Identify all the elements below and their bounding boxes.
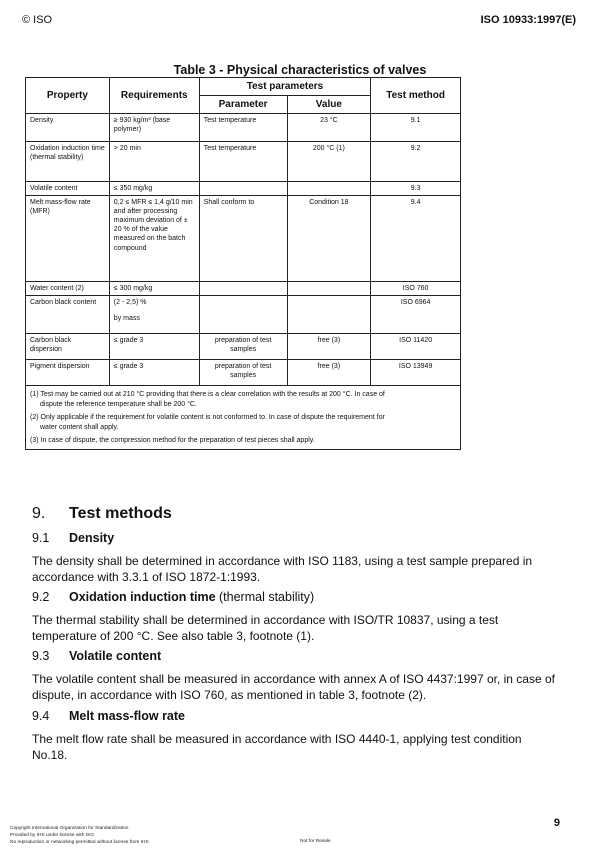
paragraph: The density shall be determined in accordance with ISO 1183, using a test sample prepared in accordance with 3.3.1 of ISO 1872-1:1993. bbox=[32, 554, 533, 585]
cell-value bbox=[287, 282, 371, 296]
subsection-heading bbox=[32, 531, 114, 545]
cell-property: Carbon black dispersion bbox=[26, 334, 110, 360]
table-row bbox=[26, 196, 461, 282]
header-copyright: © ISO bbox=[22, 14, 53, 26]
footer-line: Copyright International Organization for Standardization bbox=[10, 826, 129, 831]
cell-requirements-value: (2 - 2,5) % bbox=[113, 299, 147, 307]
properties-table bbox=[25, 77, 461, 450]
footer-line: Provided by IHS under license with ISO bbox=[10, 832, 94, 838]
paragraph: The thermal stability shall be determined in accordance with ISO/TR 10837, using a test temperature of 200 °C. See also table 3, footnote (1). bbox=[32, 613, 499, 644]
page-number: 9 bbox=[553, 817, 560, 829]
subsection-heading bbox=[32, 590, 314, 604]
note-text: (3) In case of dispute, the compression method for the preparation of test pieces shall apply. bbox=[30, 436, 315, 444]
cell-property: Water content (2) bbox=[26, 282, 110, 296]
cell-parameter: preparation of test samples bbox=[199, 334, 287, 360]
footer-legal bbox=[10, 826, 149, 847]
cell-requirements-extra: by mass bbox=[113, 315, 140, 323]
section-title: Test methods bbox=[69, 505, 172, 522]
cell-method: 9.3 bbox=[371, 182, 461, 196]
cell-property: Volatile content bbox=[26, 182, 110, 196]
subsection-number: 9.4 bbox=[32, 709, 50, 723]
subsection-title: Density bbox=[69, 531, 115, 545]
header-property: Property bbox=[26, 78, 110, 114]
table-row bbox=[26, 114, 461, 142]
cell-parameter: Test temperature bbox=[199, 114, 287, 142]
table-row bbox=[26, 296, 461, 334]
subsection-title-extra: (thermal stability) bbox=[215, 590, 315, 604]
header-value: Value bbox=[287, 96, 371, 114]
table-notes-row bbox=[26, 386, 461, 450]
table-row bbox=[26, 142, 461, 182]
subsection-title: Volatile content bbox=[69, 649, 162, 663]
header-requirements: Requirements bbox=[109, 78, 199, 114]
subsection-heading bbox=[32, 649, 161, 663]
cell-value: 200 °C (1) bbox=[287, 142, 371, 182]
cell-parameter: Test temperature bbox=[199, 142, 287, 182]
cell-value: Condition 18 bbox=[287, 196, 371, 282]
note-text: (1) Test may be carried out at 210 °C providing that there is a clear correlation with the results at 200 °C. In case of bbox=[30, 391, 385, 399]
cell-parameter bbox=[199, 296, 287, 334]
cell-value: free (3) bbox=[287, 360, 371, 386]
cell-parameter: preparation of test samples bbox=[199, 360, 287, 386]
cell-requirements: ≤ 300 mg/kg bbox=[109, 282, 199, 296]
cell-method: ISO 11420 bbox=[371, 334, 461, 360]
footer-line: No reproduction or networking permitted without license from IHS bbox=[10, 839, 149, 845]
subsection-number: 9.3 bbox=[32, 649, 50, 663]
note-text: (2) Only applicable if the requirement for volatile content is not conformed to. In case of dispute the requirement for bbox=[30, 414, 385, 422]
cell-parameter bbox=[199, 282, 287, 296]
cell-property: Density bbox=[26, 114, 110, 142]
cell-parameter: Shall conform to bbox=[199, 196, 287, 282]
cell-requirements: > 20 min bbox=[109, 142, 199, 182]
cell-method: ISO 760 bbox=[371, 282, 461, 296]
subsection-number: 9.2 bbox=[32, 590, 50, 604]
cell-method: 9.2 bbox=[371, 142, 461, 182]
table-note bbox=[30, 390, 456, 409]
cell-property: Oxidation induction time (thermal stability) bbox=[26, 142, 110, 182]
cell-method: ISO 6964 bbox=[371, 296, 461, 334]
cell-requirements bbox=[109, 296, 199, 334]
table-title: Table 3 - Physical characteristics of valves bbox=[173, 63, 427, 77]
cell-method: 9.4 bbox=[371, 196, 461, 282]
paragraph: The melt flow rate shall be measured in accordance with ISO 4440-1, applying test condition No.18. bbox=[32, 732, 522, 763]
section-heading bbox=[32, 505, 172, 523]
table-notes bbox=[26, 386, 461, 450]
table-note bbox=[30, 436, 456, 445]
footer-not-for-resale: Not for Resale bbox=[300, 839, 331, 844]
header-test-method: Test method bbox=[371, 78, 461, 114]
subsection-heading bbox=[32, 709, 185, 723]
cell-value: 23 °C bbox=[287, 114, 371, 142]
cell-requirements: ≤ grade 3 bbox=[109, 334, 199, 360]
cell-requirements: ≤ 350 mg/kg bbox=[109, 182, 199, 196]
cell-parameter bbox=[199, 182, 287, 196]
cell-property: Carbon black content bbox=[26, 296, 110, 334]
table-note bbox=[30, 413, 456, 432]
table-row bbox=[26, 334, 461, 360]
header-test-parameters: Test parameters bbox=[199, 78, 371, 96]
table-row bbox=[26, 360, 461, 386]
table-row bbox=[26, 282, 461, 296]
cell-method: ISO 13949 bbox=[371, 360, 461, 386]
paragraph: The volatile content shall be measured in accordance with annex A of ISO 4437:1997 or, in case of dispute, in accordance with ISO 760, as mentioned in table 3, footnote (2). bbox=[32, 672, 555, 703]
section-number: 9. bbox=[32, 505, 46, 522]
header-standard-id: ISO 10933:1997(E) bbox=[480, 14, 576, 26]
table-row bbox=[26, 182, 461, 196]
cell-value: free (3) bbox=[287, 334, 371, 360]
cell-value bbox=[287, 182, 371, 196]
note-continuation: dispute the reference temperature shall be 200 °C. bbox=[40, 400, 197, 408]
subsection-number: 9.1 bbox=[32, 531, 50, 545]
cell-value bbox=[287, 296, 371, 334]
cell-requirements: 0,2 ≤ MFR ≤ 1,4 g/10 min and after processing maximum deviation of ± 20 % of the value measured on the batch compound bbox=[109, 196, 199, 282]
subsection-title: Melt mass-flow rate bbox=[69, 709, 186, 723]
cell-property: Melt mass-flow rate (MFR) bbox=[26, 196, 110, 282]
subsection-title: Oxidation induction time bbox=[69, 590, 216, 604]
cell-property: Pigment dispersion bbox=[26, 360, 110, 386]
cell-requirements: ≥ 930 kg/m³ (base polymer) bbox=[109, 114, 199, 142]
note-continuation: water content shall apply. bbox=[40, 423, 119, 431]
header-parameter: Parameter bbox=[199, 96, 287, 114]
cell-requirements: ≤ grade 3 bbox=[109, 360, 199, 386]
cell-method: 9.1 bbox=[371, 114, 461, 142]
